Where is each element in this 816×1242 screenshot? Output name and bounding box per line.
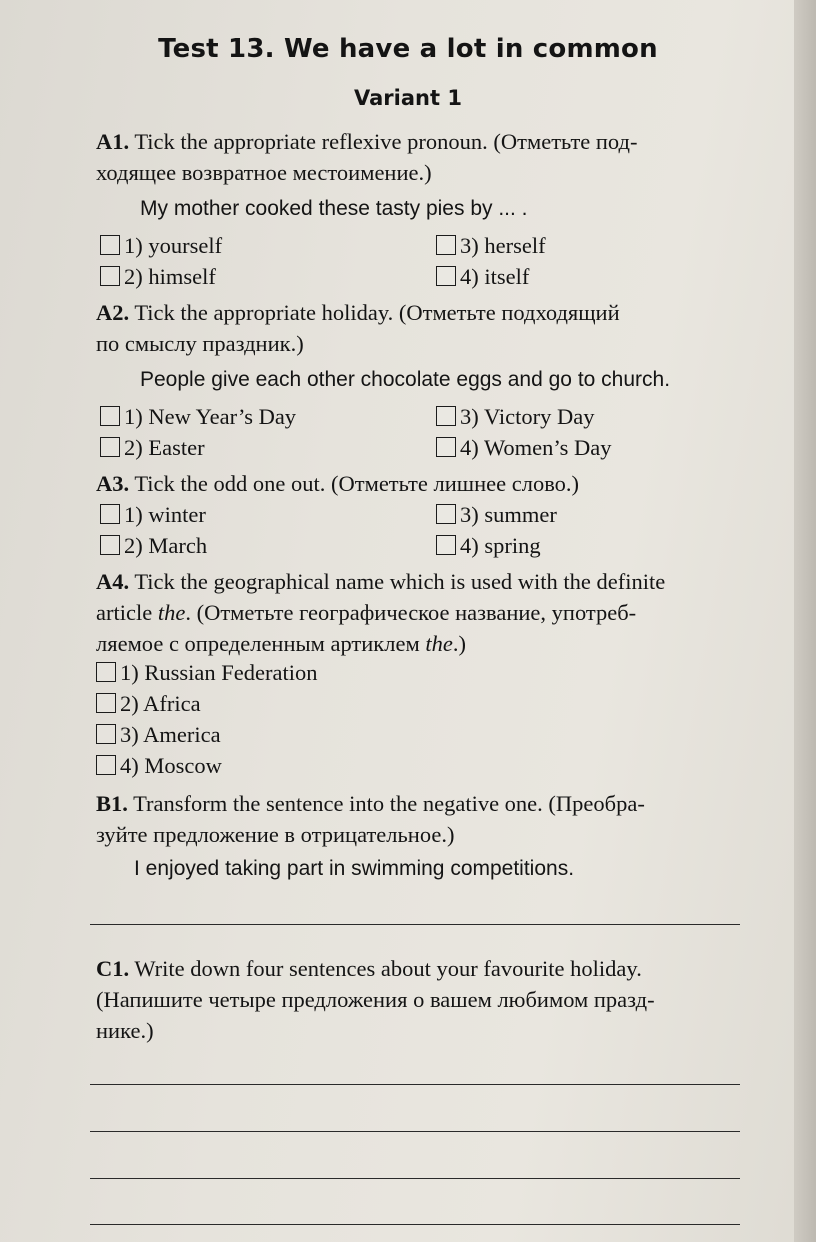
c1-answer-line-2[interactable] (90, 1131, 740, 1132)
option-label: 1) yourself (124, 232, 223, 258)
task-a4-option-4[interactable] (96, 750, 222, 780)
task-a2-text-line2: по смыслу праздник.) (96, 331, 304, 356)
task-a4-label: A4. (96, 569, 130, 594)
checkbox[interactable] (96, 755, 116, 775)
task-a2-option-4[interactable] (436, 432, 612, 462)
task-a4-article-the: the (157, 600, 186, 625)
checkbox[interactable] (100, 235, 120, 255)
test-title: Test 13. We have a lot in common (158, 34, 658, 64)
task-c1-label: C1. (96, 956, 130, 981)
book-spine-shadow (794, 0, 816, 1242)
option-label: 2) Africa (120, 690, 201, 716)
task-a4-text-line1: Tick the geographical name which is used with the definite (129, 569, 666, 594)
task-a3-option-4[interactable] (436, 530, 541, 560)
checkbox[interactable] (100, 504, 120, 524)
checkbox[interactable] (436, 535, 456, 555)
checkbox[interactable] (96, 724, 116, 744)
option-label: 2) Easter (124, 434, 205, 460)
task-a3-option-3[interactable] (436, 499, 557, 529)
task-a3-option-1[interactable] (100, 499, 206, 529)
checkbox[interactable] (96, 662, 116, 682)
task-b1-text-line1: Transform the sentence into the negative one. (Преобра- (127, 791, 645, 816)
task-a2-option-3[interactable] (436, 401, 594, 431)
c1-answer-line-3[interactable] (90, 1178, 740, 1179)
task-a3-option-2[interactable] (100, 530, 207, 560)
task-a2-label: A2. (96, 300, 130, 325)
option-label: 2) March (124, 532, 208, 558)
task-a2-text-line1: Tick the appropriate holiday. (Отметьте подходящий (129, 300, 620, 325)
option-label: 4) Women’s Day (460, 434, 612, 460)
option-label: 3) summer (460, 501, 557, 527)
option-label: 3) Victory Day (460, 403, 595, 429)
variant-heading: Variant 1 (354, 86, 462, 110)
task-a1-sentence: My mother cooked these tasty pies by ... . (140, 197, 528, 220)
c1-answer-line-4[interactable] (90, 1224, 740, 1225)
task-c1-text-line1: Write down four sentences about your favourite holiday. (129, 956, 642, 981)
checkbox[interactable] (436, 437, 456, 457)
option-label: 2) himself (124, 263, 216, 289)
b1-answer-line[interactable] (90, 924, 740, 925)
option-label: 3) herself (460, 232, 546, 258)
option-label: 3) America (120, 721, 221, 747)
checkbox[interactable] (436, 406, 456, 426)
task-a4-option-3[interactable] (96, 719, 221, 749)
task-a3-instruction (96, 468, 742, 499)
task-a2-option-2[interactable] (100, 432, 205, 462)
task-a1-option-4[interactable] (436, 261, 529, 291)
task-a1-option-2[interactable] (100, 261, 216, 291)
task-a4-text-line2c: . (Отметьте географическое название, употреб- (185, 600, 637, 625)
checkbox[interactable] (436, 266, 456, 286)
task-b1-label: B1. (96, 791, 128, 816)
task-a1-text-line1: Tick the appropriate reflexive pronoun. (Отметьте под- (129, 129, 638, 154)
option-label: 1) winter (124, 501, 206, 527)
option-label: 4) Moscow (120, 752, 222, 778)
task-a2-instruction (96, 297, 742, 359)
option-label: 1) New Year’s Day (124, 403, 297, 429)
task-a4-text-line3c: .) (452, 631, 466, 656)
task-a1-text-line2: ходящее возвратное местоимение.) (96, 160, 432, 185)
task-a4-option-2[interactable] (96, 688, 201, 718)
task-a3-label: A3. (96, 471, 130, 496)
checkbox[interactable] (100, 266, 120, 286)
task-a1-option-3[interactable] (436, 230, 546, 260)
option-label: 4) spring (460, 532, 541, 558)
c1-answer-line-1[interactable] (90, 1084, 740, 1085)
task-c1-text-line3: нике.) (96, 1018, 154, 1043)
checkbox[interactable] (100, 406, 120, 426)
task-a1-label: A1. (96, 129, 130, 154)
checkbox[interactable] (96, 693, 116, 713)
task-a4-article-the-2: the (425, 631, 453, 656)
task-a1-instruction (96, 126, 742, 188)
checkbox[interactable] (100, 437, 120, 457)
checkbox[interactable] (100, 535, 120, 555)
task-b1-text-line2: зуйте предложение в отрицательное.) (96, 822, 455, 847)
checkbox[interactable] (436, 235, 456, 255)
option-label: 1) Russian Federation (120, 659, 318, 685)
task-b1-sentence: I enjoyed taking part in swimming competitions. (134, 857, 575, 880)
task-a4-option-1[interactable] (96, 657, 317, 687)
task-a1-option-1[interactable] (100, 230, 222, 260)
task-a4-text-line3a: ляемое с определенным артиклем (96, 631, 426, 656)
task-a2-sentence: People give each other chocolate eggs and go to church. (140, 368, 671, 391)
option-label: 4) itself (460, 263, 530, 289)
checkbox[interactable] (436, 504, 456, 524)
task-a4-instruction (96, 566, 742, 659)
task-a4-text-line2a: article (96, 600, 158, 625)
task-a3-text-line1: Tick the odd one out. (Отметьте лишнее слово.) (129, 471, 580, 496)
task-c1-text-line2: (Напишите четыре предложения о вашем любимом празд- (96, 987, 655, 1012)
task-a2-option-1[interactable] (100, 401, 296, 431)
task-c1-instruction (96, 953, 756, 1046)
task-b1-instruction (96, 788, 742, 850)
